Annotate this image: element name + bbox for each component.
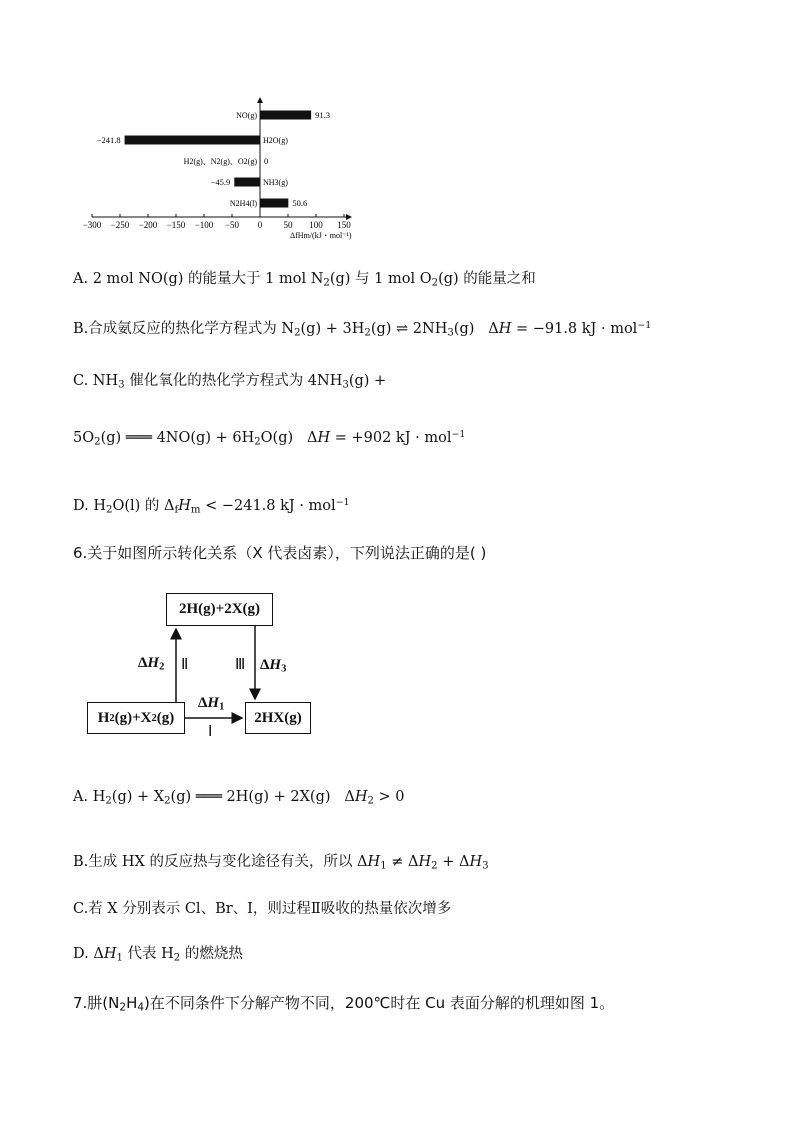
x-tick-label: 0 <box>257 220 263 230</box>
y-axis-arrow <box>257 97 263 103</box>
category-label: NH3(g) <box>263 178 288 187</box>
x-tick-label: −250 <box>110 220 130 230</box>
q5-option-b: B.合成氨反应的热化学方程式为 $N_2(g) + 3H_2(g)$ ⇌ $2NH_3(g) \Delta H = -91.8$ kJ · mol$^{-1}$ <box>73 319 652 339</box>
value-label: 91.3 <box>315 110 331 120</box>
x-tick-label: 150 <box>337 220 351 230</box>
q5-option-a: A. 2 mol NO(g) 的能量大于 1 mol $N_2(g)$ 与 1 mol $O_2(g)$ 的能量之和 <box>73 271 536 289</box>
label-dh1: $\Delta H_1$ <box>198 695 225 713</box>
bar <box>260 111 311 120</box>
box-reactants: H 2 (g)+X 2 (g) <box>87 702 185 734</box>
q6-option-b: B.生成 HX 的反应热与变化途径有关，所以 $\Delta H_1 \ne \Delta H_2 + \Delta H_3$ <box>73 854 489 872</box>
value-label: −45.9 <box>210 177 231 187</box>
label-step-3: Ⅲ <box>235 657 246 673</box>
label-dh2: $\Delta H_2$ <box>138 655 165 673</box>
category-label: H2O(g) <box>263 136 288 145</box>
q5-option-c-line1: C. $NH_3$ 催化氧化的热化学方程式为 $4NH_3(g)$ + <box>73 373 387 391</box>
label-step-2: Ⅱ <box>181 657 189 673</box>
x-tick-label: −150 <box>166 220 186 230</box>
q5-option-d: D. $H_2O(l)$ 的 $\Delta_fH_m < -241.8$ kJ · mol$^{-1}$ <box>73 496 350 516</box>
diagram-arrows <box>80 585 350 745</box>
label-dh3: $\Delta H_3$ <box>260 657 287 675</box>
x-axis-label: ΔfHm/(kJ・mol⁻¹) <box>290 231 352 240</box>
x-tick-label: −100 <box>194 220 214 230</box>
q6-option-c: C.若 X 分别表示 Cl、Br、I，则过程Ⅱ吸收的热量依次增多 <box>73 901 452 917</box>
hx-cycle-diagram <box>80 585 350 745</box>
bar <box>234 178 260 187</box>
q5-option-c-line2: $5O_2(g)$ ═══ $4NO(g) + 6H_2O(g) \Delta H = +902$ kJ · mol$^{-1}$ <box>73 429 466 448</box>
q6-stem: 6.关于如图所示转化关系（X 代表卤素），下列说法正确的是( ) <box>73 544 487 562</box>
value-label: 50.6 <box>292 198 308 208</box>
category-label: NO(g) <box>236 111 257 120</box>
value-label: −241.8 <box>96 135 121 145</box>
q7-stem: 7.肼$(N_2H_4)$在不同条件下分解产物不同，200℃时在 Cu 表面分解的机理如图 1。 <box>73 994 615 1014</box>
value-label: 0 <box>264 156 269 166</box>
x-tick-label: −300 <box>82 220 102 230</box>
bar <box>125 136 260 145</box>
label-step-1: Ⅰ <box>208 724 213 740</box>
category-label: H2(g)、N2(g)、O2(g) <box>183 157 257 166</box>
x-tick-label: 100 <box>309 220 323 230</box>
category-label: N2H4(l) <box>229 199 257 208</box>
q6-option-d: D. $\Delta H_1$ 代表 $H_2$ 的燃烧热 <box>73 946 243 964</box>
enthalpy-bar-chart <box>80 95 370 245</box>
x-tick-label: −200 <box>138 220 158 230</box>
box-atoms: 2H(g)+2X(g) <box>166 593 273 626</box>
bar <box>260 199 288 208</box>
q6-option-a: A. $H_2(g) + X_2(g)$ ═══ 2H(g) + 2X(g) $\Delta H_2 > 0$ <box>73 789 405 807</box>
x-tick-label: −50 <box>224 220 240 230</box>
x-tick-label: 50 <box>283 220 293 230</box>
box-product: 2HX(g) <box>245 702 311 734</box>
